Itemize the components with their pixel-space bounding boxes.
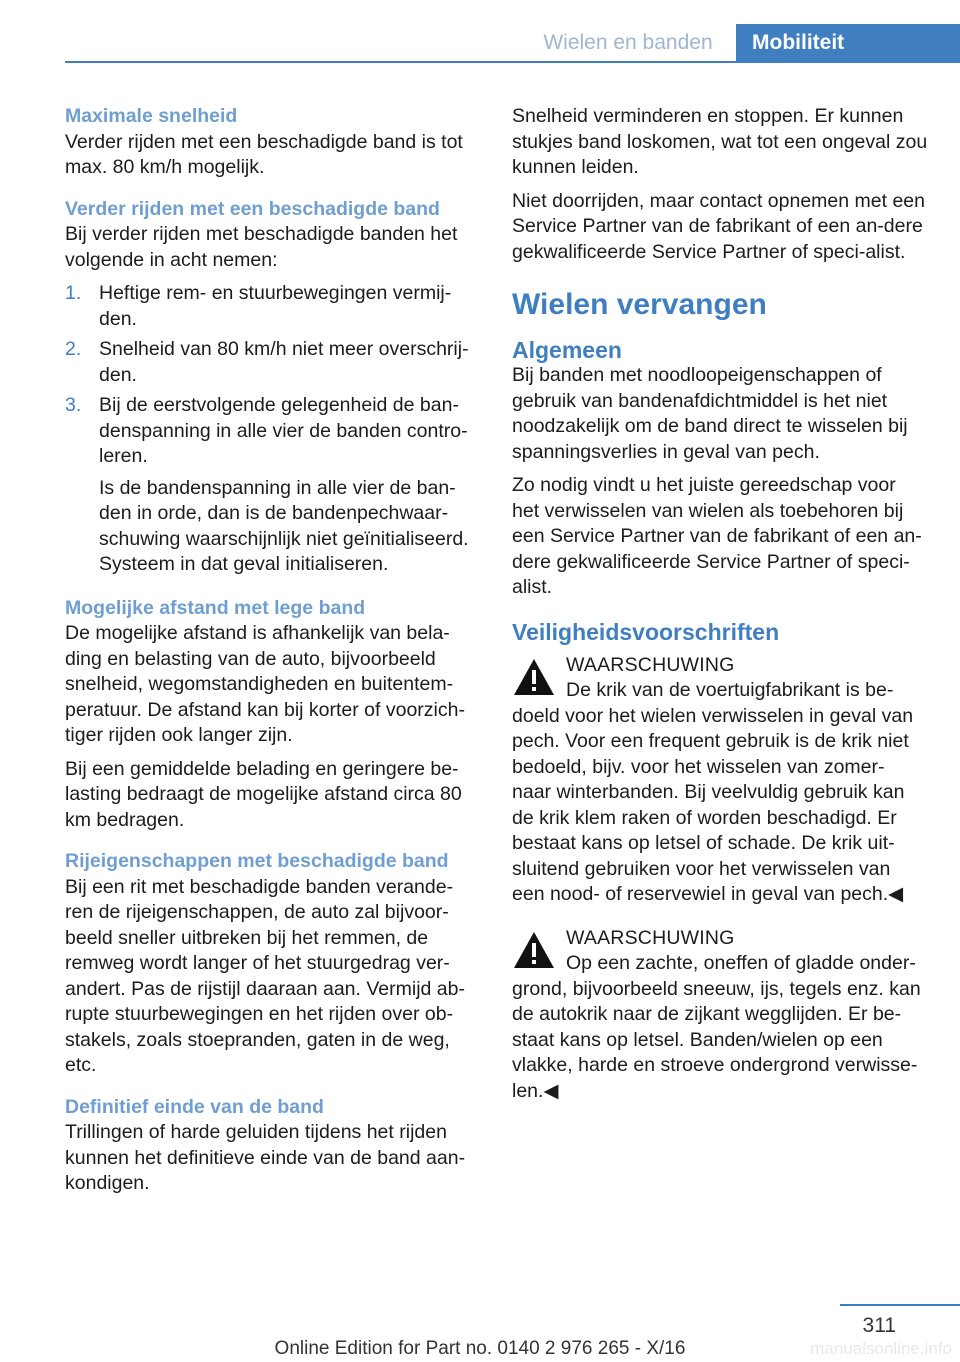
wheel-change-heading: Wielen vervangen: [512, 288, 767, 321]
tire-end-heading: Definitief einde van de band: [65, 1095, 324, 1118]
step-text: Bij de eerstvolgende gelegenheid de ban-denspanning in alle vier de banden contro-leren.: [99, 394, 468, 467]
watermark: manualsonline.info: [810, 1339, 952, 1358]
contact-text: Niet doorrijden, maar contact opnemen met een Service Partner van de fabrikant of een an-dere gekwalificeerde Service Partner of speci-alist.: [512, 189, 925, 263]
general-heading: Algemeen: [512, 337, 622, 363]
handling-text: Bij een rit met beschadigde banden verande-ren de rijeigenschappen, de auto zal bijvoor-beeld sneller uitbreken bij het remmen, de remweg wordt langer of het stuurgedrag ver-andert. Pas de rijstijl daaraan aan. Vermijd ab-rupte stuurbewegingen en het rijden over ob-stakels, zoals stoepranden, gaten in de weg, etc.: [65, 875, 465, 1076]
section-tab: Wielen en banden: [543, 31, 713, 54]
step-number: 1.: [65, 282, 82, 304]
section-max-speed: [65, 104, 477, 181]
list-item: [65, 281, 477, 332]
left-column: [65, 104, 477, 1213]
edition-text: Online Edition for Part no. 0140 2 976 265 - X/16: [274, 1338, 686, 1359]
list-item: [65, 393, 477, 578]
stop-text: Snelheid verminderen en stoppen. Er kunnen stukjes band loskomen, wat tot een ongeval zou kunnen leiden.: [512, 105, 928, 178]
range-text-2: Bij een gemiddelde belading en geringere be-lasting bedraagt de mogelijke afstand circa 80 km bedragen.: [65, 757, 462, 831]
page-number: 311: [862, 1314, 896, 1337]
continue-driving-heading: Verder rijden met een beschadigde band: [65, 197, 440, 220]
right-column: [512, 104, 928, 1122]
general-text-2: Zo nodig vindt u het juiste gereedschap voor het verwisselen van wielen als toebehoren bij een Service Partner van de fabrikant of een an-dere gekwalificeerde Service Partner of speci-alist.: [512, 474, 922, 598]
handling-heading: Rijeigenschappen met beschadigde band: [65, 850, 449, 872]
step-number: 2.: [65, 338, 82, 360]
header-rule: [65, 61, 960, 63]
warning-triangle-icon: [512, 930, 556, 970]
warning-block: [512, 653, 928, 908]
step-content: [99, 393, 477, 578]
section-range: [65, 596, 477, 834]
warning-title: WAARSCHUWING: [566, 926, 735, 949]
max-speed-heading: Maximale snelheid: [65, 105, 238, 127]
general-text-1: Bij banden met noodloopeigenschappen of gebruik van bandenafdichtmiddel is het niet noodzakelijk om de band direct te wisselen bij spanningsverlies in geval van pech.: [512, 364, 908, 463]
chapter-tab: Mobiliteit: [736, 24, 960, 62]
tire-end-text: Trillingen of harde geluiden tijdens het rijden kunnen het definitieve einde van de band aan-kondigen.: [65, 1121, 466, 1194]
max-speed-text: Verder rijden met een beschadigde band is tot max. 80 km/h mogelijk.: [65, 130, 463, 178]
page-header: [0, 0, 960, 62]
step-text: Snelheid van 80 km/h niet meer overschrij-den.: [99, 338, 469, 386]
footer-rule: [840, 1304, 960, 1306]
continue-driving-intro: Bij verder rijden met beschadigde banden het volgende in acht nemen:: [65, 223, 458, 271]
safety-heading: Veiligheidsvoorschriften: [512, 618, 780, 645]
step-text: Heftige rem- en stuurbewegingen vermij-den.: [99, 282, 452, 330]
warning-triangle-icon: [512, 657, 556, 697]
step-extra-text: Is de bandenspanning in alle vier de ban-den in orde, dan is de bandenpechwaar-schuwing waarschijnlijk niet geïnitialiseerd. Systeem in dat geval initialiseren.: [99, 476, 469, 575]
warning-title: WAARSCHUWING: [566, 653, 735, 676]
section-handling: [65, 849, 477, 1079]
warning-text: Op een zachte, oneffen of gladde onder-grond, bijvoorbeeld sneeuw, ijs, tegels enz. kan de autokrik naar de zijkant wegglijden. Er be-staat kans op letsel. Banden/wielen op een vlakke, harde en stroeve ondergrond verwisse-len.◀: [512, 952, 921, 1102]
section-continue-driving: [65, 197, 477, 578]
step-number: 3.: [65, 394, 82, 416]
range-text-1: De mogelijke afstand is afhankelijk van bela-ding en belasting van de auto, bijvoorbeeld snelheid, wegomstandigheden en buitentem-peratuur. De afstand kan bij korter of voorzich-tiger rijden ook langer zijn.: [65, 622, 465, 746]
warning-text: De krik van de voertuigfabrikant is be-doeld voor het wielen verwisselen in geval van pech. Voor een frequent gebruik is de krik niet bedoeld, bijv. voor het wisselen van zomer- naar winterbanden. Bij veelvuldig gebruik kan de krik klem raken of worden beschadigd. Er bestaat kans op letsel of schade. De krik uit-sluitend gebruiken voor het verwisselen van een nood- of reservewiel in geval van pech.◀: [512, 679, 914, 905]
range-heading: Mogelijke afstand met lege band: [65, 596, 366, 619]
section-tire-end: [65, 1095, 477, 1197]
warning-block: [512, 926, 928, 1105]
section-safety: [512, 619, 928, 1105]
continue-driving-steps: [65, 281, 477, 578]
list-item: [65, 337, 477, 388]
section-general: [512, 337, 928, 601]
